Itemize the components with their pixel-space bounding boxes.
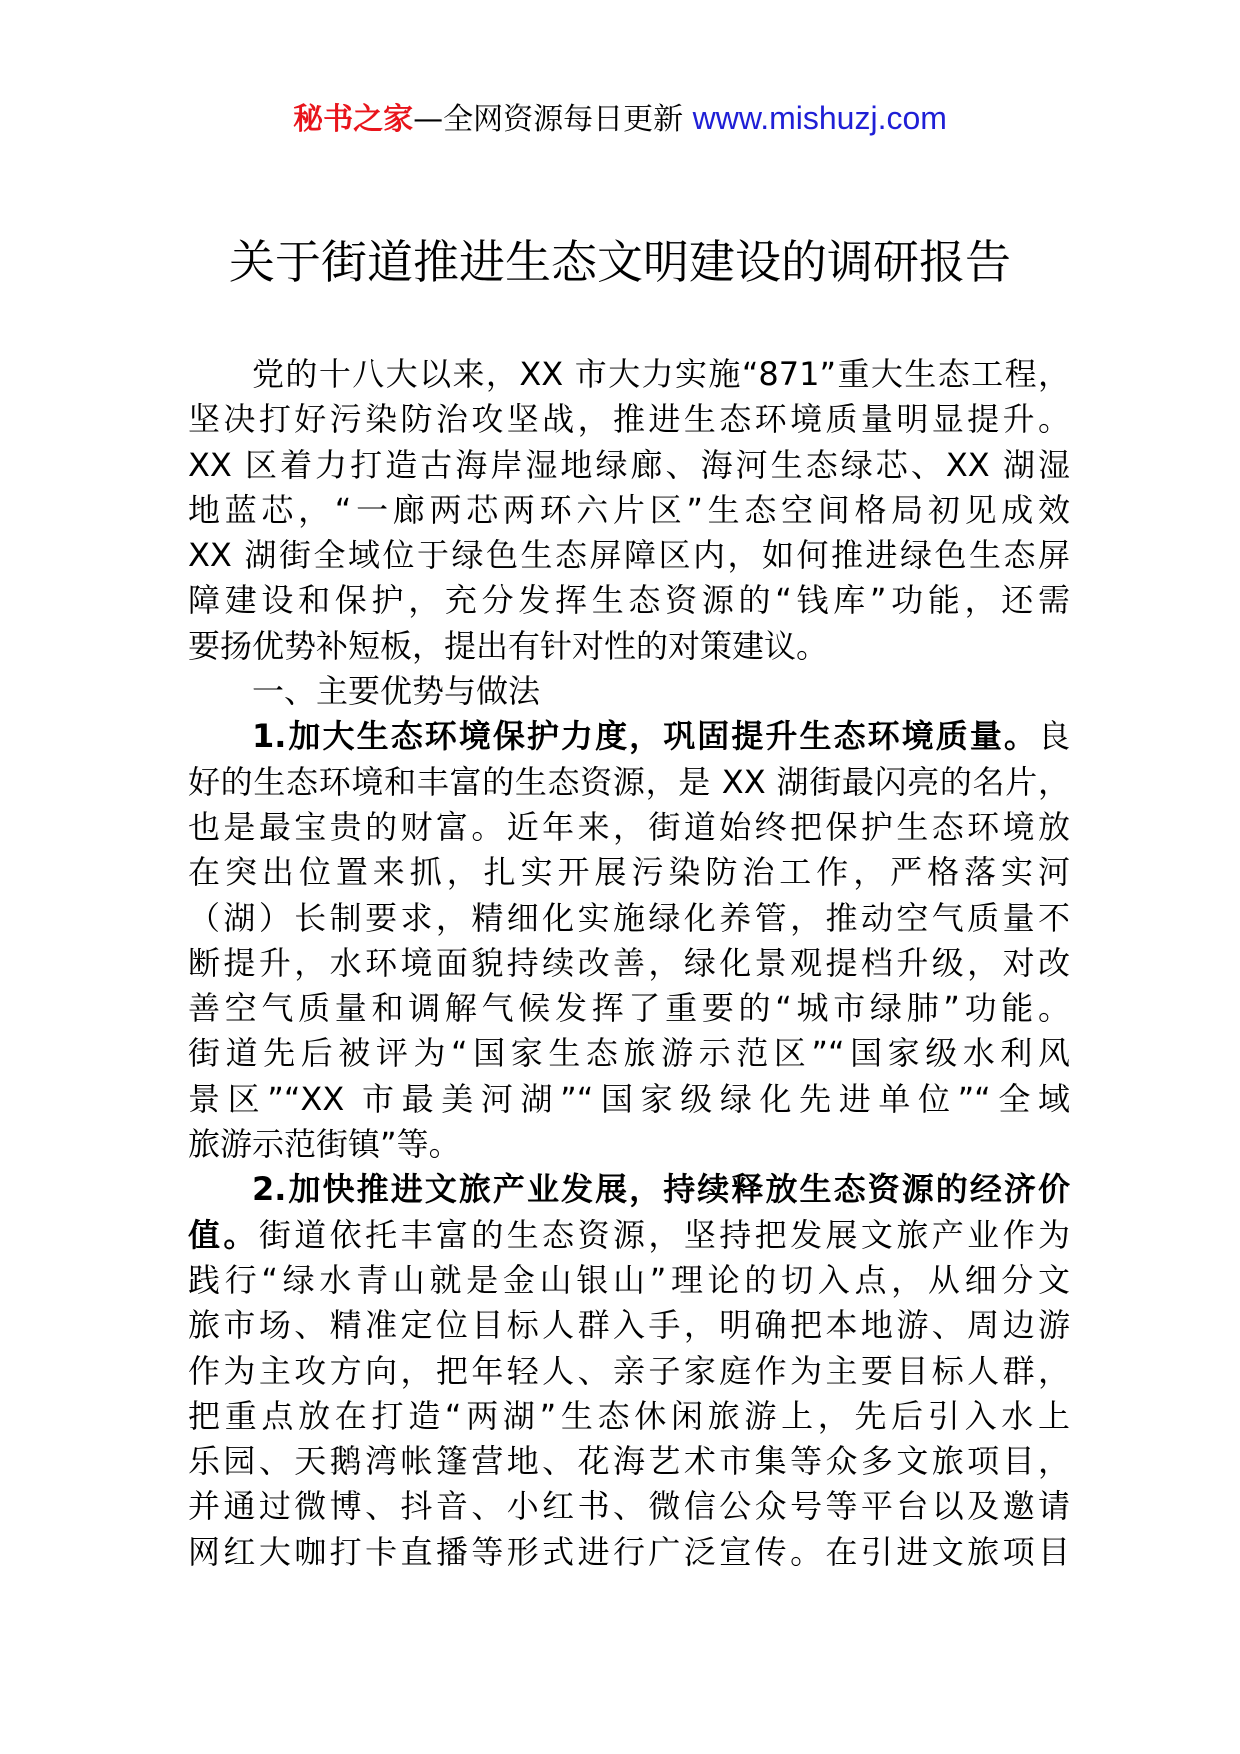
intro-line: 障建设和保护，充分发挥生态资源的“钱库”功能，还需 <box>188 581 1070 620</box>
item1-line: 街道先后被评为“国家生态旅游示范区”“国家级水利风 <box>188 1034 1070 1073</box>
intro-line: 地蓝芯，“一廊两芯两环六片区”生态空间格局初见成效 <box>188 490 1070 529</box>
item2-line-rest: 街道依托丰富的生态资源，坚持把发展文旅产业作为 <box>258 1215 1070 1254</box>
section-heading: 一、主要优势与做法 <box>252 672 541 711</box>
item1-line: （湖）长制要求，精细化实施绿化养管，推动空气质量不 <box>188 898 1070 937</box>
item1-first-line <box>188 714 1070 759</box>
document-title: 关于街道推进生态文明建设的调研报告 <box>229 235 1011 289</box>
item1-line: 也是最宝贵的财富。近年来，街道始终把保护生态环境放 <box>188 807 1070 846</box>
brand-name: 秘书之家 <box>293 102 414 137</box>
item2-line: 网红大咖打卡直播等形式进行广泛宣传。在引进文旅项目 <box>188 1532 1070 1571</box>
item1-heading-tail: 良 <box>1037 717 1070 756</box>
item1-line: 好的生态环境和丰富的生态资源，是 XX 湖街最闪亮的名片， <box>188 762 1070 801</box>
item2-line: 把重点放在打造“两湖”生态休闲旅游上，先后引入水上 <box>188 1396 1070 1435</box>
intro-line: XX 湖街全域位于绿色生态屏障区内，如何推进绿色生态屏 <box>188 536 1070 575</box>
item1-line: 景区”“XX 市最美河湖”“国家级绿化先进单位”“全域 <box>188 1079 1070 1118</box>
document-body <box>188 352 1070 1575</box>
item1-line: 断提升，水环境面貌持续改善，绿化景观提档升级，对改 <box>188 943 1070 982</box>
item1-line: 旅游示范街镇”等。 <box>188 1125 461 1164</box>
intro-line: XX 区着力打造古海岸湿地绿廊、海河生态绿芯、XX 湖湿 <box>188 445 1070 484</box>
intro-line: 要扬优势补短板，提出有针对性的对策建议。 <box>188 626 829 665</box>
item2-line: 践行“绿水青山就是金山银山”理论的切入点，从细分文 <box>188 1260 1070 1299</box>
intro-line: 坚决打好污染防治攻坚战，推进生态环境质量明显提升。 <box>188 400 1070 439</box>
item2-second-line <box>188 1213 1070 1258</box>
item1-line: 善空气质量和调解气候发挥了重要的“城市绿肺”功能。 <box>188 989 1070 1028</box>
item1-heading: 1.加大生态环境保护力度，巩固提升生态环境质量。 <box>252 717 1038 756</box>
site-header <box>0 98 1240 140</box>
item1-line: 在突出位置来抓，扎实开展污染防治工作，严格落实河 <box>188 853 1070 892</box>
item2-line: 并通过微博、抖音、小红书、微信公众号等平台以及邀请 <box>188 1487 1070 1526</box>
intro-line: 党的十八大以来，XX 市大力实施“871”重大生态工程， <box>252 355 1070 393</box>
item2-heading-end: 值。 <box>188 1215 259 1254</box>
header-tagline: —全网资源每日更新 <box>413 102 693 137</box>
item2-heading: 2.加快推进文旅产业发展，持续释放生态资源的经济价 <box>252 1170 1070 1209</box>
item2-line: 乐园、天鹅湾帐篷营地、花海艺术市集等众多文旅项目， <box>188 1442 1070 1481</box>
item2-line: 旅市场、精准定位目标人群入手，明确把本地游、周边游 <box>188 1306 1070 1345</box>
site-url-link[interactable]: www.mishuzj.com <box>692 100 947 136</box>
item2-line: 作为主攻方向，把年轻人、亲子家庭作为主要目标人群， <box>188 1351 1070 1390</box>
